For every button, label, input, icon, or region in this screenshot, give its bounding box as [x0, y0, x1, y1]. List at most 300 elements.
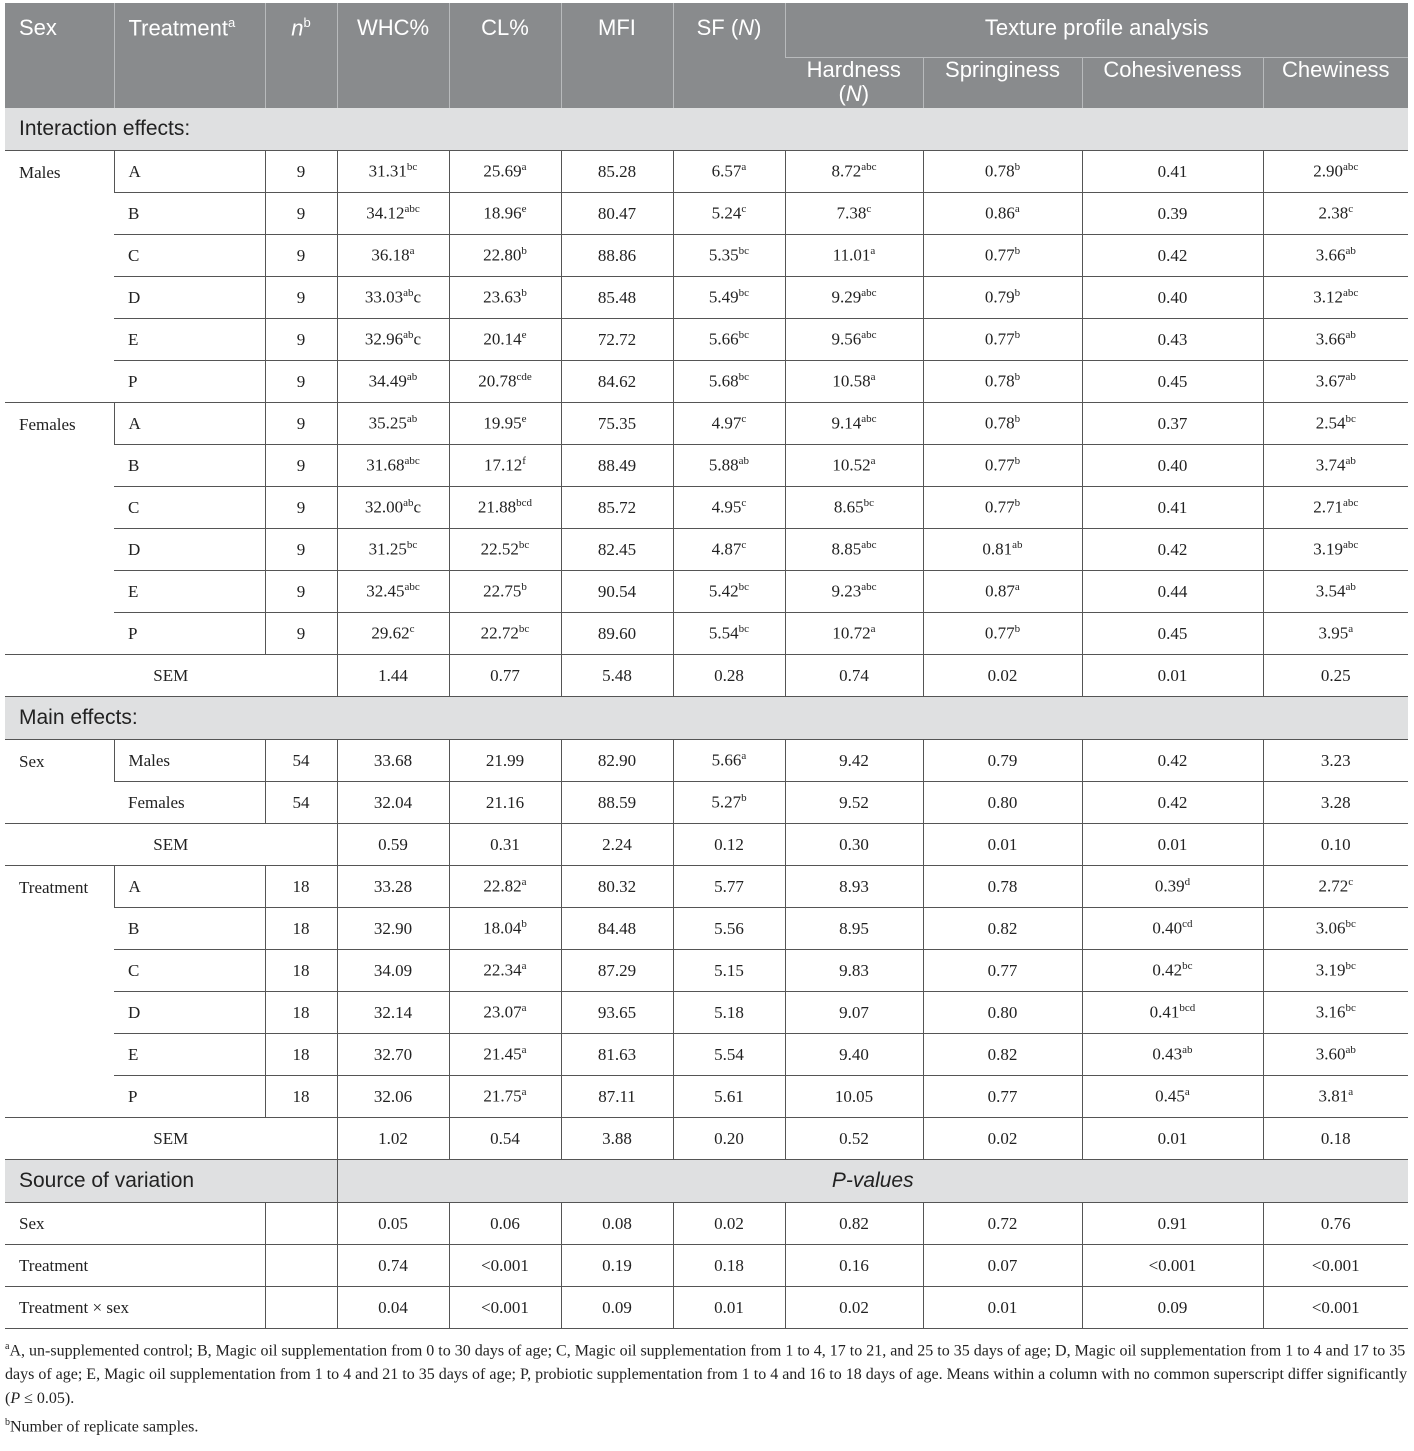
- cell-superscript: c: [741, 203, 747, 216]
- cell-superscript: ab: [738, 455, 750, 468]
- pvalue-chew: <0.001: [1263, 1245, 1408, 1287]
- cell-mfi: 85.48: [561, 277, 673, 319]
- cell-chew: [1263, 403, 1408, 445]
- cell-sf: [673, 1076, 785, 1118]
- cell-value: 4.87: [711, 539, 742, 559]
- sem-sf: 0.12: [673, 824, 785, 866]
- cell-spr: [923, 950, 1082, 992]
- sem-coh: 0.01: [1082, 1118, 1263, 1160]
- pvalue-row: [5, 1203, 1408, 1245]
- sem-mfi: 3.88: [561, 1118, 673, 1160]
- cell-cl: [449, 740, 561, 782]
- cell-superscript: a: [870, 245, 876, 258]
- row-treatment: E: [114, 571, 265, 613]
- cell-chew: [1263, 529, 1408, 571]
- cell-value: 3.16: [1315, 1002, 1346, 1022]
- row-n: 9: [265, 403, 337, 445]
- cell-superscript: ab: [1345, 329, 1356, 342]
- cell-superscript: bc: [738, 581, 750, 594]
- row-treatment: B: [114, 193, 265, 235]
- cell-value: 0.41: [1149, 1002, 1180, 1022]
- row-n: 18: [265, 866, 337, 908]
- cell-value: 5.66: [711, 750, 742, 770]
- cell-mfi: 84.62: [561, 361, 673, 403]
- cell-value: 9.56: [831, 329, 862, 349]
- cell-coh: 0.41: [1082, 487, 1263, 529]
- table-row: [5, 529, 1408, 571]
- table-container: [5, 3, 1408, 1440]
- cell-value: 3.19: [1313, 539, 1343, 559]
- cell-value: 32.96: [364, 329, 404, 349]
- cell-whc: [337, 908, 449, 950]
- row-n: 9: [265, 235, 337, 277]
- table-row: [5, 950, 1408, 992]
- sem-row: [5, 655, 1408, 697]
- header-chewiness: Chewiness: [1263, 58, 1408, 109]
- males-group-label: Males: [5, 151, 114, 403]
- cell-superscript: b: [1014, 245, 1021, 258]
- cell-chew: [1263, 361, 1408, 403]
- section-pvalues: [5, 1160, 1408, 1203]
- cell-value: 0.77: [987, 1086, 1018, 1106]
- header-texture-profile: Texture profile analysis: [785, 3, 1408, 58]
- row-treatment: A: [114, 866, 265, 908]
- treatment-group-label: Treatment: [5, 866, 114, 1118]
- cell-spr: [923, 235, 1082, 277]
- cell-chew: [1263, 866, 1408, 908]
- cell-value: 9.29: [831, 287, 862, 307]
- cell-mfi: 75.35: [561, 403, 673, 445]
- cell-sf: [673, 950, 785, 992]
- cell-superscript: cd: [1182, 918, 1193, 931]
- cell-value: 5.54: [708, 623, 739, 643]
- table-row: [5, 740, 1408, 782]
- cell-value: 3.81: [1318, 1086, 1349, 1106]
- cell-hard: [785, 235, 923, 277]
- cell-whc: [337, 613, 449, 655]
- cell-cl: [449, 445, 561, 487]
- females-group-label: Females: [5, 403, 114, 655]
- cell-spr: [923, 319, 1082, 361]
- table-row: [5, 235, 1408, 277]
- cell-value: 2.54: [1315, 413, 1346, 433]
- row-n: 54: [265, 740, 337, 782]
- cell-value: 7.38: [836, 203, 867, 223]
- cell-value: 0.79: [987, 750, 1018, 770]
- row-n: 18: [265, 1034, 337, 1076]
- cell-value: 0.78: [987, 876, 1018, 896]
- pvalue-whc: 0.74: [337, 1245, 449, 1287]
- cell-value: 9.07: [839, 1002, 869, 1022]
- cell-sf: [673, 403, 785, 445]
- cell-hard: [785, 992, 923, 1034]
- cell-coh: 0.45: [1082, 361, 1263, 403]
- cell-spr: [923, 1076, 1082, 1118]
- cell-superscript: a: [1184, 1086, 1190, 1099]
- row-treatment: D: [114, 992, 265, 1034]
- cell-cl: [449, 403, 561, 445]
- cell-value: 9.83: [839, 960, 869, 980]
- row-treatment: Females: [114, 782, 265, 824]
- cell-value: 8.72: [831, 161, 862, 181]
- cell-value: 0.77: [987, 960, 1018, 980]
- cell-superscript: bc: [1345, 413, 1356, 426]
- cell-chew: [1263, 445, 1408, 487]
- sem-mfi: 2.24: [561, 824, 673, 866]
- row-n: 9: [265, 487, 337, 529]
- cell-hard: [785, 571, 923, 613]
- cell-coh: [1082, 992, 1263, 1034]
- cell-hard: [785, 445, 923, 487]
- table-row: [5, 908, 1408, 950]
- pvalue-sf: 0.01: [673, 1287, 785, 1329]
- cell-coh: [1082, 866, 1263, 908]
- cell-cl: [449, 319, 561, 361]
- row-treatment: D: [114, 277, 265, 319]
- cell-whc: [337, 782, 449, 824]
- cell-sf: [673, 319, 785, 361]
- row-treatment: C: [114, 235, 265, 277]
- sem-whc: 0.59: [337, 824, 449, 866]
- row-n: 9: [265, 193, 337, 235]
- row-n: 9: [265, 613, 337, 655]
- pvalue-source: Sex: [5, 1203, 265, 1245]
- cell-cl: [449, 950, 561, 992]
- cell-sf: [673, 1034, 785, 1076]
- cell-value: 33.28: [373, 876, 413, 896]
- cell-value: 29.62: [371, 623, 410, 643]
- cell-value: 0.82: [987, 1044, 1018, 1064]
- header-whc: WHC%: [337, 3, 449, 108]
- row-n: 9: [265, 151, 337, 193]
- cell-value: 34.09: [373, 960, 413, 980]
- cell-superscript: a: [1014, 581, 1020, 594]
- cell-chew: [1263, 908, 1408, 950]
- pvalue-mfi: 0.09: [561, 1287, 673, 1329]
- cell-value: 9.52: [839, 792, 869, 812]
- cell-coh: [1082, 950, 1263, 992]
- cell-suffix: c: [413, 329, 422, 349]
- cell-whc: [337, 151, 449, 193]
- cell-mfi: 85.72: [561, 487, 673, 529]
- cell-superscript: bc: [738, 245, 750, 258]
- cell-superscript: bc: [1345, 1002, 1356, 1015]
- section-interaction-title: Interaction effects:: [5, 108, 1408, 151]
- cell-mfi: 87.29: [561, 950, 673, 992]
- cell-superscript: b: [1014, 161, 1021, 174]
- cell-mfi: 82.90: [561, 740, 673, 782]
- cell-value: 5.56: [714, 918, 744, 938]
- sem-cl: 0.77: [449, 655, 561, 697]
- cell-value: 21.75: [483, 1086, 522, 1106]
- sem-spr: 0.02: [923, 655, 1082, 697]
- cell-superscript: ab: [403, 329, 414, 342]
- cell-superscript: bcd: [1179, 1002, 1196, 1015]
- cell-value: 32.70: [373, 1044, 413, 1064]
- cell-superscript: bc: [518, 623, 530, 636]
- cell-coh: 0.40: [1082, 445, 1263, 487]
- cell-value: 5.24: [711, 203, 742, 223]
- cell-mfi: 72.72: [561, 319, 673, 361]
- pvalue-hard: 0.16: [785, 1245, 923, 1287]
- cell-coh: 0.43: [1082, 319, 1263, 361]
- cell-superscript: bc: [738, 287, 750, 300]
- row-n: 9: [265, 445, 337, 487]
- pvalue-sf: 0.18: [673, 1245, 785, 1287]
- table-row: [5, 613, 1408, 655]
- cell-coh: 0.42: [1082, 529, 1263, 571]
- cell-superscript: bcd: [516, 497, 533, 510]
- cell-value: 21.99: [485, 750, 525, 770]
- cell-hard: [785, 403, 923, 445]
- cell-whc: [337, 571, 449, 613]
- cell-value: 5.27: [711, 792, 742, 812]
- cell-value: 0.78: [984, 161, 1015, 181]
- cell-value: 3.60: [1315, 1044, 1346, 1064]
- table-row: [5, 992, 1408, 1034]
- cell-value: 23.07: [483, 1002, 522, 1022]
- cell-sf: [673, 361, 785, 403]
- cell-whc: [337, 529, 449, 571]
- cell-value: 2.38: [1318, 203, 1349, 223]
- cell-value: 10.05: [834, 1086, 874, 1106]
- cell-value: 0.42: [1152, 960, 1183, 980]
- table-row: [5, 193, 1408, 235]
- cell-superscript: abc: [861, 161, 877, 174]
- cell-value: 3.28: [1320, 792, 1351, 812]
- pvalue-chew: <0.001: [1263, 1287, 1408, 1329]
- pvalue-blank: [265, 1203, 337, 1245]
- cell-sf: [673, 487, 785, 529]
- cell-value: 9.42: [839, 750, 869, 770]
- row-n: 9: [265, 319, 337, 361]
- cell-spr: [923, 613, 1082, 655]
- cell-coh: 0.37: [1082, 403, 1263, 445]
- cell-value: 0.45: [1155, 1086, 1185, 1106]
- cell-sf: [673, 193, 785, 235]
- table-row: [5, 319, 1408, 361]
- cell-superscript: bc: [738, 623, 750, 636]
- cell-value: 10.58: [832, 371, 871, 391]
- table-row: [5, 782, 1408, 824]
- cell-coh: 0.44: [1082, 571, 1263, 613]
- cell-chew: [1263, 235, 1408, 277]
- cell-value: 3.67: [1315, 371, 1346, 391]
- cell-coh: 0.40: [1082, 277, 1263, 319]
- cell-superscript: ab: [1345, 371, 1356, 384]
- cell-whc: [337, 277, 449, 319]
- row-treatment: A: [114, 151, 265, 193]
- cell-value: 32.90: [373, 918, 413, 938]
- row-treatment: E: [114, 1034, 265, 1076]
- row-treatment: Males: [114, 740, 265, 782]
- cell-superscript: c: [1348, 203, 1354, 216]
- pvalue-mfi: 0.08: [561, 1203, 673, 1245]
- cell-mfi: 80.47: [561, 193, 673, 235]
- cell-cl: [449, 277, 561, 319]
- cell-value: 34.49: [368, 371, 407, 391]
- cell-superscript: c: [1348, 876, 1354, 889]
- cell-cl: [449, 151, 561, 193]
- cell-sf: [673, 866, 785, 908]
- cell-value: 22.75: [483, 581, 522, 601]
- cell-chew: [1263, 193, 1408, 235]
- cell-value: 3.12: [1313, 287, 1343, 307]
- cell-value: 35.25: [368, 413, 407, 433]
- row-treatment: P: [114, 1076, 265, 1118]
- cell-cl: [449, 487, 561, 529]
- header-hardness: Hardness (N): [785, 58, 923, 109]
- sem-hard: 0.74: [785, 655, 923, 697]
- cell-value: 3.23: [1320, 750, 1351, 770]
- cell-mfi: 81.63: [561, 1034, 673, 1076]
- pvalue-spr: 0.72: [923, 1203, 1082, 1245]
- sem-hard: 0.30: [785, 824, 923, 866]
- cell-spr: [923, 193, 1082, 235]
- cell-chew: [1263, 151, 1408, 193]
- pvalue-hard: 0.02: [785, 1287, 923, 1329]
- cell-cl: [449, 361, 561, 403]
- row-treatment: A: [114, 403, 265, 445]
- cell-mfi: 89.60: [561, 613, 673, 655]
- cell-superscript: ab: [1012, 539, 1023, 552]
- cell-value: 8.93: [839, 876, 869, 896]
- cell-hard: [785, 950, 923, 992]
- cell-value: 5.42: [708, 581, 739, 601]
- cell-suffix: c: [413, 287, 422, 307]
- cell-value: 18.96: [483, 203, 522, 223]
- cell-whc: [337, 445, 449, 487]
- cell-spr: [923, 403, 1082, 445]
- cell-value: 4.97: [711, 413, 742, 433]
- cell-hard: [785, 1034, 923, 1076]
- section-main: [5, 697, 1408, 740]
- cell-chew: [1263, 487, 1408, 529]
- cell-value: 5.77: [714, 876, 744, 896]
- table-row: [5, 571, 1408, 613]
- cell-mfi: 87.11: [561, 1076, 673, 1118]
- sem-sf: 0.28: [673, 655, 785, 697]
- cell-suffix: c: [413, 497, 422, 517]
- cell-superscript: a: [870, 371, 876, 384]
- cell-superscript: a: [521, 1044, 527, 1057]
- sem-whc: 1.02: [337, 1118, 449, 1160]
- row-n: 54: [265, 782, 337, 824]
- cell-coh: 0.45: [1082, 613, 1263, 655]
- cell-chew: [1263, 950, 1408, 992]
- footnotes: [5, 1335, 1408, 1440]
- cell-superscript: b: [521, 287, 527, 300]
- cell-superscript: bc: [1182, 960, 1193, 973]
- cell-value: 0.82: [987, 918, 1018, 938]
- cell-value: 33.03: [364, 287, 404, 307]
- cell-chew: [1263, 613, 1408, 655]
- cell-hard: [785, 319, 923, 361]
- cell-spr: [923, 740, 1082, 782]
- table-row: [5, 1076, 1408, 1118]
- cell-value: 34.12: [366, 203, 405, 223]
- cell-chew: [1263, 571, 1408, 613]
- cell-value: 5.18: [714, 1002, 744, 1022]
- cell-cl: [449, 529, 561, 571]
- cell-superscript: b: [1014, 371, 1021, 384]
- cell-whc: [337, 992, 449, 1034]
- sem-spr: 0.01: [923, 824, 1082, 866]
- cell-chew: [1263, 1034, 1408, 1076]
- cell-superscript: abc: [861, 539, 877, 552]
- cell-value: 31.31: [368, 161, 407, 181]
- cell-mfi: 88.49: [561, 445, 673, 487]
- cell-value: 20.14: [483, 329, 522, 349]
- cell-superscript: ab: [406, 371, 418, 384]
- header-springiness: Springiness: [923, 58, 1082, 109]
- cell-spr: [923, 151, 1082, 193]
- cell-coh: [1082, 740, 1263, 782]
- header-row-1: [5, 3, 1408, 58]
- row-n: 18: [265, 992, 337, 1034]
- cell-hard: [785, 613, 923, 655]
- sem-sf: 0.20: [673, 1118, 785, 1160]
- cell-whc: [337, 740, 449, 782]
- cell-value: 36.18: [371, 245, 410, 265]
- row-n: 18: [265, 908, 337, 950]
- cell-sf: [673, 277, 785, 319]
- header-cohesiveness: Cohesiveness: [1082, 58, 1263, 109]
- cell-value: 3.66: [1315, 245, 1346, 265]
- cell-value: 0.79: [984, 287, 1015, 307]
- pvalue-sf: 0.02: [673, 1203, 785, 1245]
- cell-cl: [449, 235, 561, 277]
- cell-value: 8.95: [839, 918, 869, 938]
- header-sf: SF (N): [673, 3, 785, 108]
- header-mfi: MFI: [561, 3, 673, 108]
- footnote-b: $^b$Number of replicate samples.: [5, 1417, 199, 1436]
- cell-superscript: c: [741, 497, 747, 510]
- cell-sf: [673, 740, 785, 782]
- cell-value: 0.78: [984, 413, 1015, 433]
- cell-superscript: a: [1014, 203, 1020, 216]
- cell-cl: [449, 782, 561, 824]
- cell-value: 3.06: [1315, 918, 1346, 938]
- cell-chew: [1263, 740, 1408, 782]
- results-table: [5, 3, 1408, 1329]
- cell-superscript: c: [409, 623, 415, 636]
- cell-value: 5.49: [708, 287, 739, 307]
- pvalue-row: [5, 1245, 1408, 1287]
- cell-superscript: ab: [1345, 455, 1356, 468]
- cell-value: 2.90: [1313, 161, 1343, 181]
- cell-value: 8.85: [831, 539, 862, 559]
- pvalue-whc: 0.05: [337, 1203, 449, 1245]
- cell-superscript: bc: [518, 539, 530, 552]
- cell-sf: [673, 908, 785, 950]
- header-treatment: Treatment$^a$: [114, 3, 265, 108]
- cell-value: 3.19: [1315, 960, 1346, 980]
- cell-hard: [785, 782, 923, 824]
- cell-superscript: e: [521, 413, 527, 426]
- cell-spr: [923, 992, 1082, 1034]
- cell-chew: [1263, 1076, 1408, 1118]
- section-interaction: [5, 108, 1408, 151]
- cell-spr: [923, 361, 1082, 403]
- cell-superscript: abc: [1343, 539, 1359, 552]
- cell-superscript: a: [409, 245, 415, 258]
- table-row: [5, 866, 1408, 908]
- pvalue-row: [5, 1287, 1408, 1329]
- sem-mfi: 5.48: [561, 655, 673, 697]
- row-treatment: B: [114, 445, 265, 487]
- cell-value: 0.40: [1152, 918, 1183, 938]
